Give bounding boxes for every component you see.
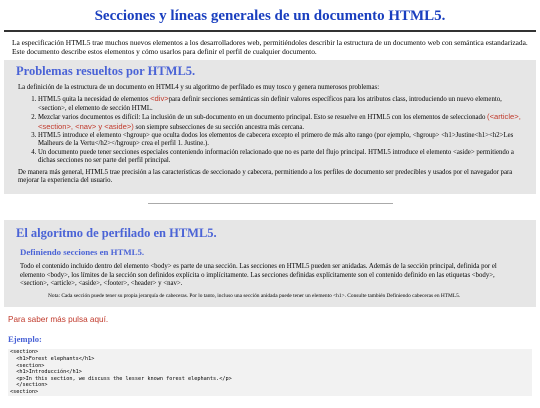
problems-section (4, 60, 536, 194)
algorithm-paragraph: Todo el contenido incluido dentro del elemento <body> es parte de una sección. Las secciones en HTML5 pueden ser anidadas. Además de la sección principal, definida por el elemento <body>, los límites de la sección son definidos explícita o implícitamente. Las secciones definidas explícitamente son el contenido definido en las etiquetas <body>, <section>, <article>, <aside>, <footer>, <header> y <nav>. (20, 263, 497, 288)
problems-lead: La definición de la estructura de un documento en HTML4 y su algoritmo de perfilado es muy tosco y genera numerosos problemas: (18, 84, 380, 91)
list-item: 2. Mezclar varios documentos es difícil: La inclusión de un sub-documento en un documento principal. Esto se resuelve en HTML5 con los elementos de seleccionado (<article>, <section>, <nav> y <aside>) son siempre subsecciones de su sección ancestra más cercana. (38, 113, 522, 132)
intro-paragraph: La especificación HTML5 trae muchos nuevos elementos a los desarrolladores web, permitiéndoles describir la estructura de un documento web con semántica estandarizada. Este documento describe estos elementos y cómo usarlos para definir el perfil de cualquier documento. (12, 38, 528, 56)
page-title: Secciones y líneas generales de un documento HTML5. (4, 3, 536, 32)
divider (148, 203, 393, 204)
algorithm-subheading: Definiendo secciones en HTML5. (20, 247, 145, 258)
algorithm-heading: El algoritmo de perfilado en HTML5. (16, 226, 217, 241)
inline-code: <div> (150, 94, 169, 104)
list-item: 1. HTML5 quita la necesidad de elementos <div>para definir secciones semánticas sin definir valores específicos para los atributos class, introduciendo un nuevo elemento, <section>, el elemento de sección HTML. (38, 95, 522, 113)
page (0, 3, 540, 408)
more-link[interactable]: Para saber más pulsa aquí. (8, 315, 109, 325)
problems-heading: Problemas resueltos por HTML5. (16, 64, 196, 78)
problems-list (38, 95, 522, 165)
list-item: 3. HTML5 introduce el elemento <hgroup> que oculta dodos los elementos de cabecera excepto el primero de más alto rango (por ejemplo, <hgroup> <h1>Justine<h1><h2>Les Malheurs de la Vertu</h2></hgroup> crea el perfil 1. Justine.). (38, 132, 522, 149)
inline-code: (<article>, <section>, <nav> y <aside>) (38, 112, 521, 131)
algorithm-note: Nota: Cada sección puede tener su propia jerarquía de cabeceras. Por lo tanto, incluso una sección anidada puede tener un elemento <h1>. Consulte también Definiendo cabeceras en HTML5. (48, 292, 461, 299)
list-item: 4. Un documento puede tener secciones especiales conteniendo información relacionado que no es parte del flujo principal. HTML5 introduce el elemento <aside> permitiendo a dichas secciones no ser parte del perfil principal. (38, 149, 522, 166)
problems-closing: De manera más general, HTML5 trae precisión a las características de seccionado y cabecera, permitiendo a los perfiles de documento ser predecibles y usados por el navegador para mejorar la experiencia del usuario. (18, 168, 513, 185)
algorithm-section (4, 220, 536, 307)
example-heading: Ejemplo: (8, 334, 42, 345)
code-example: <section> <h1>Forest elephants</h1> <section> <h1>Introducción</h1> <p>In this section, we discuss the lesser known forest elephants.</p> </section> <section> (8, 349, 532, 395)
